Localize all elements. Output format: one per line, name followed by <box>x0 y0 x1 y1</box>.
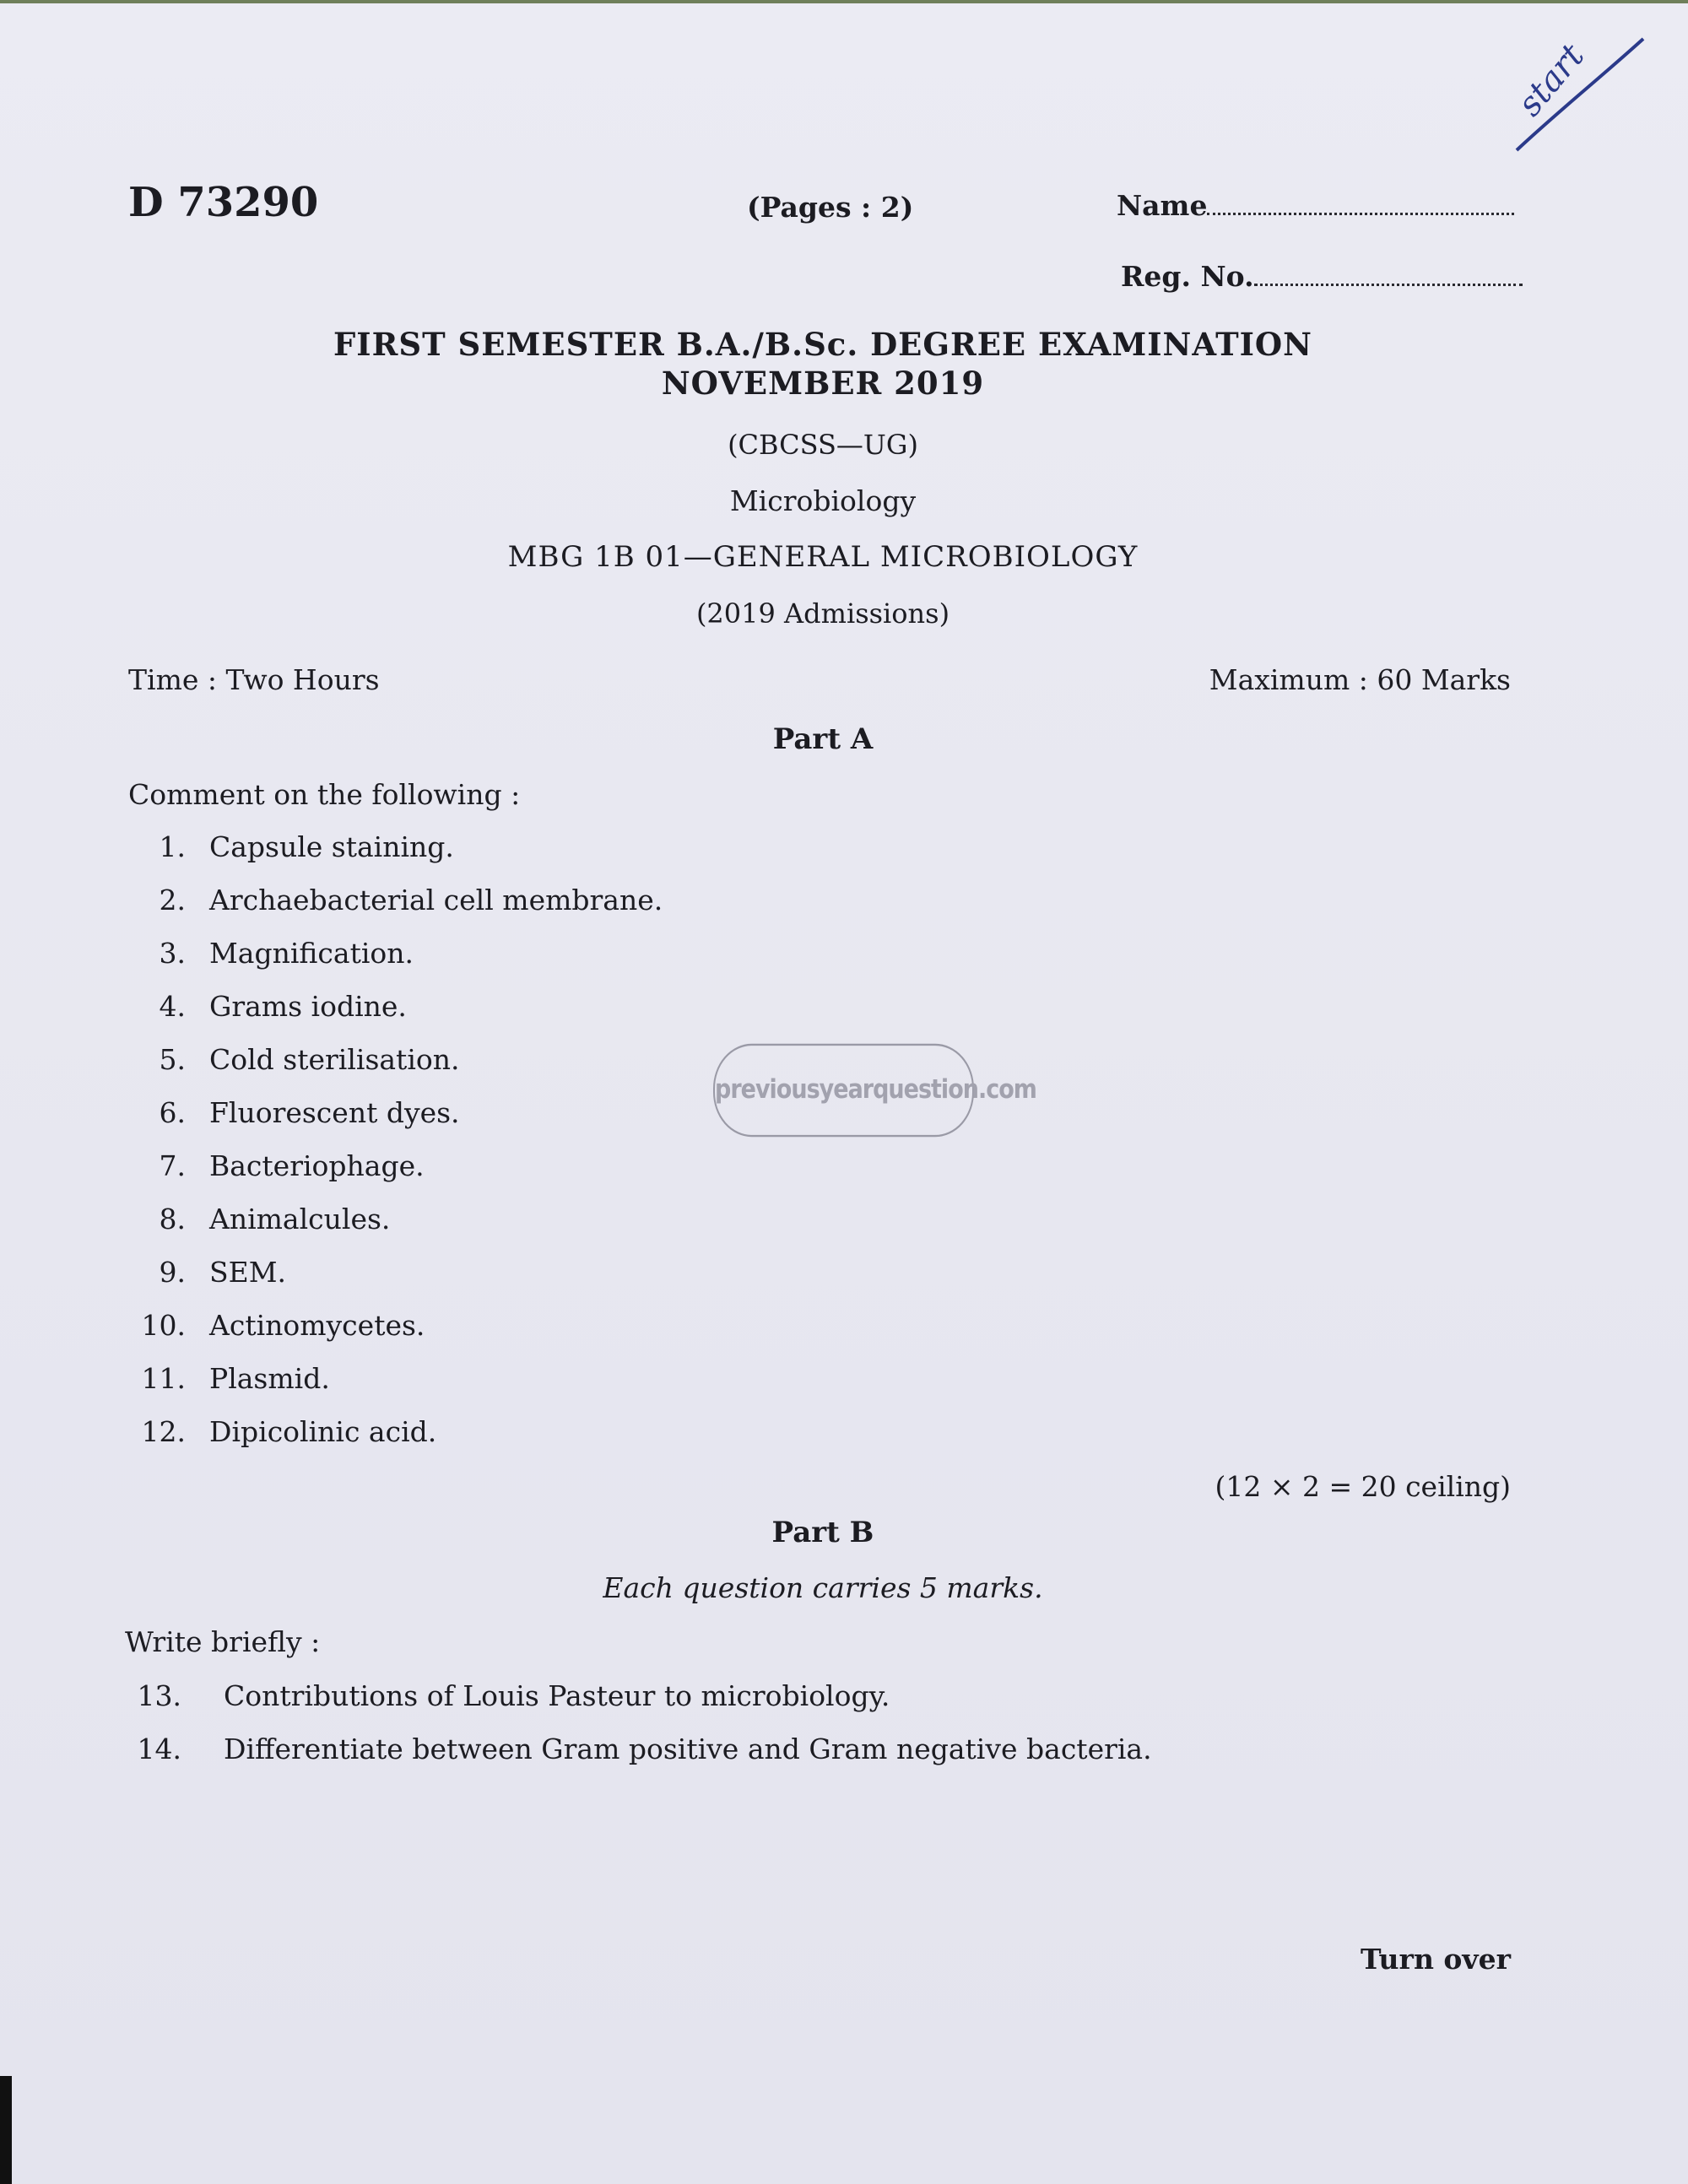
exam-session: NOVEMBER 2019 <box>661 365 985 402</box>
question-number: 13. <box>137 1679 181 1712</box>
question-text: Capsule staining. <box>209 830 454 863</box>
question-number: 1. <box>159 830 186 863</box>
name-field <box>1117 189 1514 222</box>
question-text: Plasmid. <box>209 1362 330 1395</box>
question-text: Grams iodine. <box>209 990 407 1023</box>
question-text: Archaebacterial cell membrane. <box>209 884 663 916</box>
time-allowed: Time : Two Hours <box>128 663 380 696</box>
paper-code: D 73290 <box>128 179 319 226</box>
question-text: Fluorescent dyes. <box>209 1096 460 1129</box>
part-a-heading: Part A <box>772 722 874 756</box>
paper-title: MBG 1B 01—GENERAL MICROBIOLOGY <box>507 540 1139 574</box>
regno-label: Reg. No. <box>1121 260 1254 293</box>
question-text: Actinomycetes. <box>209 1309 425 1342</box>
question-number: 14. <box>137 1733 181 1765</box>
question-number: 4. <box>159 990 186 1023</box>
marks-note-prefix: Each question carries <box>603 1571 920 1604</box>
name-label: Name <box>1117 189 1208 222</box>
question-text: SEM. <box>209 1256 286 1289</box>
question-text: Cold sterilisation. <box>209 1043 460 1076</box>
question-number: 11. <box>141 1362 186 1395</box>
exam-scheme: (CBCSS—UG) <box>728 429 918 461</box>
question-number: 9. <box>159 1256 186 1289</box>
question-number: 12. <box>141 1415 186 1448</box>
part-a-instruction: Comment on the following : <box>128 778 521 811</box>
question-number: 5. <box>159 1043 186 1076</box>
admissions-year: (2019 Admissions) <box>695 597 950 630</box>
question-text: Magnification. <box>209 937 414 970</box>
signature-text: start <box>1510 36 1593 124</box>
question-number: 8. <box>159 1203 186 1235</box>
part-b-instruction: Write briefly : <box>125 1625 321 1658</box>
turn-over-note: Turn over <box>1361 1943 1511 1976</box>
top-edge-line <box>0 0 1688 3</box>
name-dotted-line <box>1207 191 1514 215</box>
watermark-stamp: previousyearquestion.com <box>713 1044 974 1137</box>
question-text: Bacteriophage. <box>209 1149 425 1182</box>
regno-dotted-line <box>1254 262 1523 286</box>
maximum-marks: Maximum : 60 Marks <box>1209 663 1511 696</box>
part-a-marks-ceiling: (12 × 2 = 20 ceiling) <box>1215 1470 1511 1503</box>
question-text: Contributions of Louis Pasteur to microbiology. <box>224 1679 890 1712</box>
part-b-heading: Part B <box>771 1516 874 1549</box>
exam-subject: Microbiology <box>729 484 917 517</box>
part-b-marks-note <box>0 1571 1646 1604</box>
exam-title: FIRST SEMESTER B.A./B.Sc. DEGREE EXAMINATION <box>333 326 1312 363</box>
question-text: Dipicolinic acid. <box>209 1415 437 1448</box>
question-number: 6. <box>159 1096 186 1129</box>
marks-note-value: 5 marks. <box>919 1571 1043 1604</box>
question-number: 7. <box>159 1149 186 1182</box>
question-number: 3. <box>159 937 186 970</box>
page-count: (Pages : 2) <box>747 191 914 224</box>
question-text: Differentiate between Gram positive and Gram negative bacteria. <box>224 1733 1152 1765</box>
question-number: 10. <box>141 1309 186 1342</box>
question-number: 2. <box>159 884 186 916</box>
question-text: Animalcules. <box>209 1203 391 1235</box>
scan-edge-mark <box>0 2076 12 2184</box>
regno-field <box>1121 260 1523 293</box>
